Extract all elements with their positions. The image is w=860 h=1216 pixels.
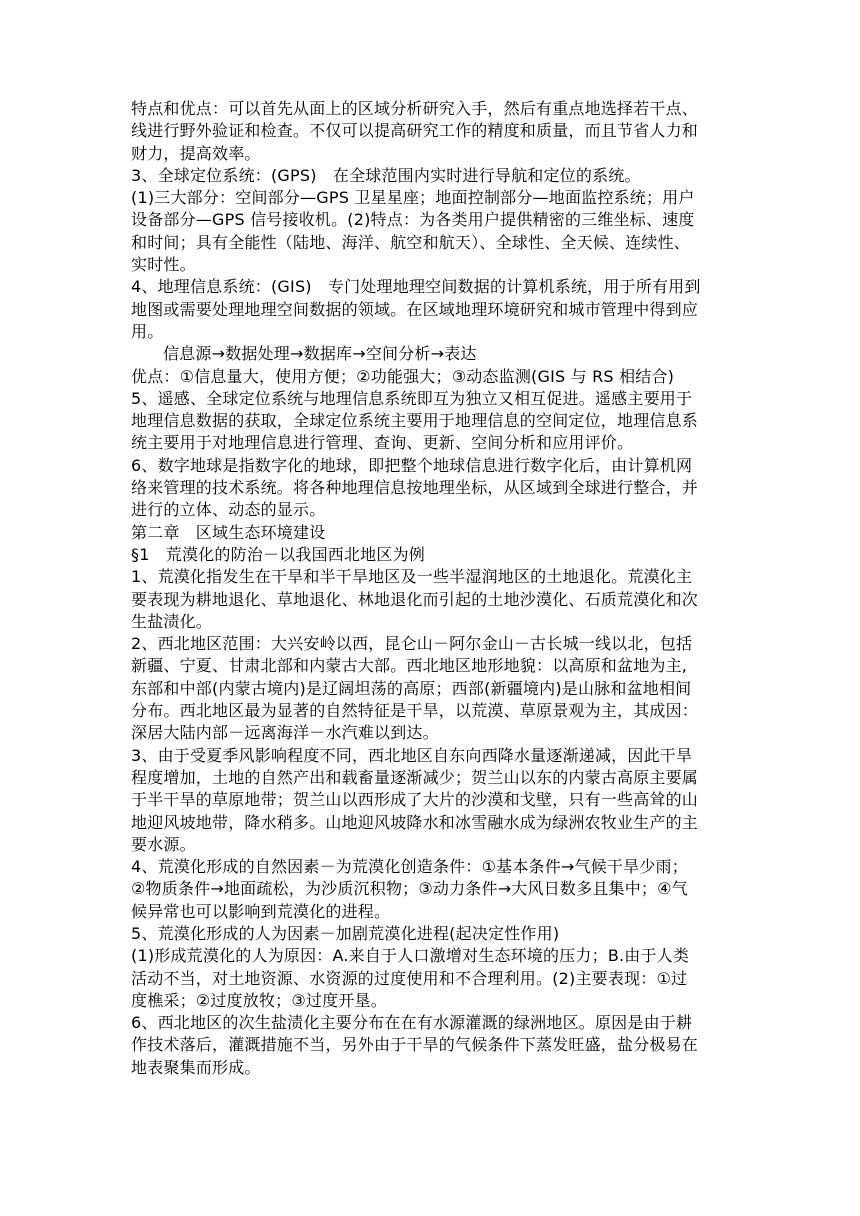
text-line: 地表聚集而形成。 (131, 1057, 261, 1077)
text-line: 实时性。 (131, 255, 196, 275)
text-line: 6、数字地球是指数字化的地球，即把整个地球信息进行数字化后，由计算机网 (131, 455, 693, 475)
gis-flow-line: 信息源→数据处理→数据库→空间分析→表达 (163, 344, 477, 364)
section-heading-gis: 4、地理信息系统：(GIS) 专门处理地理空间数据的计算机系统，用于所有用到 (131, 277, 701, 297)
text-line: 程度增加，土地的自然产出和载畜量逐渐减少；贺兰山以东的内蒙古高原主要属 (131, 767, 699, 787)
text-line: 设备部分—GPS 信号接收机。(2)特点：为各类用户提供精密的三维坐标、速度 (131, 210, 695, 230)
text-line: (1)形成荒漠化的人为原因：A.来自于人口激增对生态环境的压力；B.由于人类 (131, 946, 690, 966)
text-line: 财力，提高效率。 (131, 143, 261, 163)
document-page (131, 98, 736, 1079)
text-line: 作技术落后，灌溉措施不当，另外由于干旱的气候条件下蒸发旺盛，盐分极易在 (131, 1035, 699, 1055)
text-line: 深居大陆内部－远离海洋－水汽难以到达。 (131, 723, 439, 743)
text-line: 6、西北地区的次生盐渍化主要分布在在有水源灌溉的绿洲地区。原因是由于耕 (131, 1013, 693, 1033)
text-line: 络来管理的技术系统。将各种地理信息按地理坐标，从区域到全球进行整合，并 (131, 478, 699, 498)
text-line: 要表现为耕地退化、草地退化、林地退化而引起的土地沙漠化、石质荒漠化和次 (131, 589, 699, 609)
text-line: 于半干旱的草原地带；贺兰山以西形成了大片的沙漠和戈壁，只有一些高耸的山 (131, 790, 699, 810)
text-line: 度樵采；②过度放牧；③过度开垦。 (131, 990, 387, 1010)
text-line: 优点：①信息量大，使用方便；②功能强大；③动态监测(GIS 与 RS 相结合) (131, 366, 675, 386)
text-line: 特点和优点：可以首先从面上的区域分析研究入手，然后有重点地选择若干点、 (131, 99, 699, 118)
section-heading: §1 荒漠化的防治－以我国西北地区为例 (131, 544, 425, 564)
text-line: 活动不当，对土地资源、水资源的过度使用和不合理利用。(2)主要表现：①过 (131, 968, 688, 988)
text-line: 东部和中部(内蒙古境内)是辽阔坦荡的高原；西部(新疆境内)是山脉和盆地相间 (131, 678, 692, 698)
text-line: 要水源。 (131, 834, 196, 854)
text-line: 统主要用于对地理信息进行管理、查询、更新、空间分析和应用评价。 (131, 433, 634, 453)
text-line: 生盐渍化。 (131, 611, 213, 631)
text-line: 4、荒漠化形成的自然因素－为荒漠化创造条件：①基本条件→气候干旱少雨； (131, 857, 688, 877)
text-line: 2、西北地区范围：大兴安岭以西，昆仑山－阿尔金山－古长城一线以北，包括 (131, 634, 693, 654)
text-line: 候异常也可以影响到荒漠化的进程。 (131, 901, 391, 921)
text-line: 5、遥感、全球定位系统与地理信息系统即互为独立又相互促进。遥感主要用于 (131, 388, 693, 408)
chapter-heading: 第二章 区域生态环境建设 (131, 522, 326, 542)
text-line: (1)三大部分：空间部分—GPS 卫星星座；地面控制部分—地面监控系统；用户 (131, 188, 695, 208)
section-heading-gps: 3、全球定位系统：(GPS) 在全球范围内实时进行导航和定位的系统。 (131, 165, 641, 185)
text-line: 用。 (131, 321, 164, 341)
text-line: 3、由于受夏季风影响程度不同，西北地区自东向西降水量逐渐递减，因此干旱 (131, 745, 693, 765)
text-line: ②物质条件→地面疏松，为沙质沉积物；③动力条件→大风日数多且集中；④气 (131, 879, 688, 899)
text-line: 地理信息数据的获取，全球定位系统主要用于地理信息的空间定位，地理信息系 (131, 411, 699, 431)
text-line: 地迎风坡地带，降水稍多。山地迎风坡降水和冰雪融水成为绿洲农牧业生产的主 (131, 812, 699, 832)
text-line: 新疆、宁夏、甘肃北部和内蒙古大部。西北地区地形地貌：以高原和盆地为主, (131, 656, 688, 676)
text-line: 线进行野外验证和检查。不仅可以提高研究工作的精度和质量，而且节省人力和 (131, 121, 699, 141)
text-line: 5、荒漠化形成的人为因素－加剧荒漠化进程(起决定性作用) (131, 923, 560, 943)
text-line: 分布。西北地区最为显著的自然特征是干旱，以荒漠、草原景观为主，其成因： (131, 701, 699, 721)
text-line: 1、荒漠化指发生在干旱和半干旱地区及一些半湿润地区的土地退化。荒漠化主 (131, 567, 693, 587)
text-line: 进行的立体、动态的显示。 (131, 500, 326, 520)
text-line: 地图或需要处理地理空间数据的领域。在区域地理环境研究和城市管理中得到应 (131, 299, 699, 319)
text-line: 和时间；具有全能性（陆地、海洋、航空和航天）、全球性、全天候、连续性、 (131, 232, 691, 252)
